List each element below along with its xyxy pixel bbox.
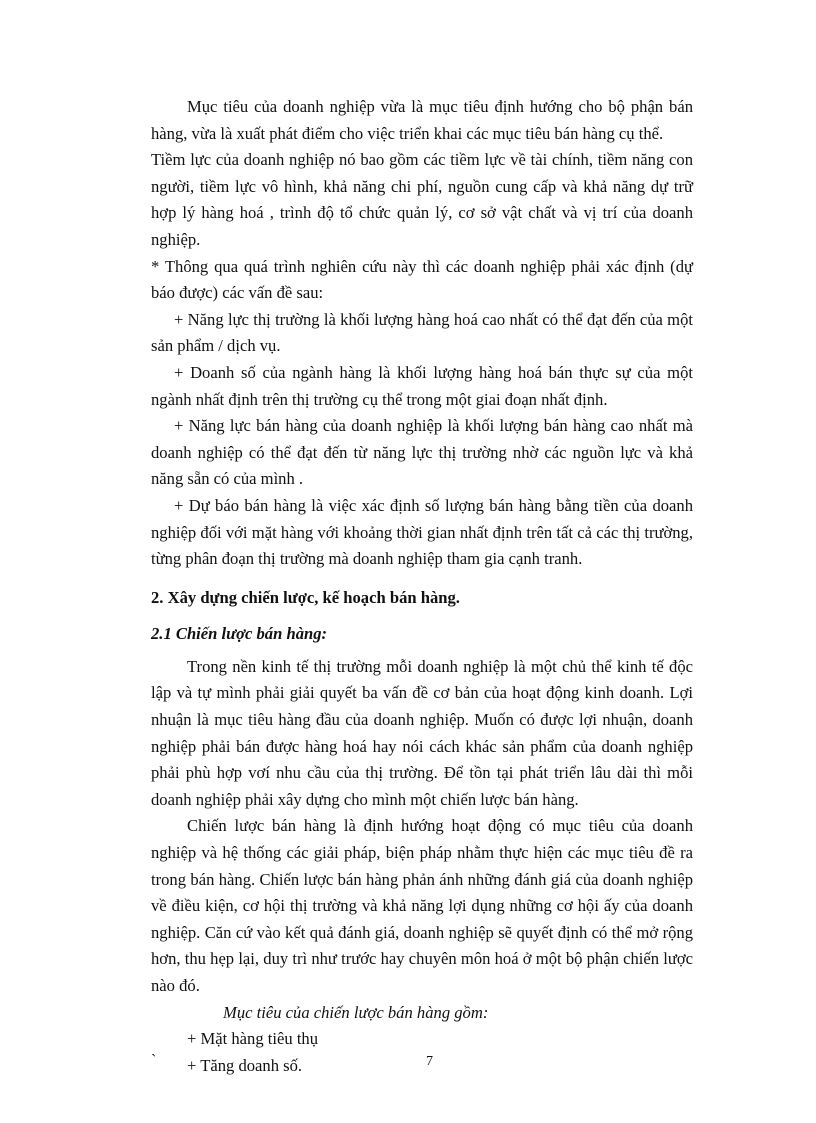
paragraph-business-potential: Tiềm lực của doanh nghiệp nó bao gồm các tiềm lực về tài chính, tiềm năng con người, tiềm lực vô hình, khả năng chi phí, nguồn cung cấp và khả năng dự trữ hợp lý hàng hoá , trình độ tổ chức quản lý, cơ sở vật chất và vị trí của doanh nghiệp. xyxy=(151,150,693,249)
objective-item: + Mặt hàng tiêu thụ xyxy=(187,1029,319,1049)
paragraph-business-objective: Mục tiêu của doanh nghiệp vừa là mục tiêu định hướng cho bộ phận bán hàng, vừa là xuất phát điểm cho việc triển khai các mục tiêu bán hàng cụ thể. xyxy=(151,97,693,143)
bullet-sales-forecast: + Dự báo bán hàng là việc xác định số lượng bán hàng bằng tiền của doanh nghiệp đối với mặt hàng với khoảng thời gian nhất định trên tất cả các thị trường, từng phân đoạn thị trường mà doanh nghiệp tham gia cạnh tranh. xyxy=(151,495,693,569)
page-number: 7 xyxy=(426,1054,433,1069)
bullet-sales-capacity: + Năng lực bán hàng của doanh nghiệp là khối lượng bán hàng cao nhất mà doanh nghiệp có thể đạt đến từ năng lực thị trường nhờ các nguồn lực và khả năng sẵn có của mình . xyxy=(151,416,693,489)
section-heading: 2. Xây dựng chiến lược, kế hoạch bán hàng. xyxy=(151,587,460,607)
paragraph-sales-strategy: Chiến lược bán hàng là định hướng hoạt động có mục tiêu của doanh nghiệp và hệ thống các giải pháp, biện pháp nhằm thực hiện các mục tiêu đề ra trong bán hàng. Chiến lược bán hàng phản ánh những đánh giá của doanh nghiệp về điều kiện, cơ hội thị trường và khả năng lợi dụng những cơ hội ấy của doanh nghiệp. Căn cứ vào kết quả đánh giá, doanh nghiệp sẽ quyết định có thể mở rộng hơn, thu hẹp lại, duy trì như trước hay chuyên môn hoá ở một bộ phận chiến lược nào đó. xyxy=(151,816,693,995)
bullet-industry-sales: + Doanh số của ngành hàng là khối lượng hàng hoá bán thực sự của một ngành nhất định trên thị trường cụ thể trong một giai đoạn nhất định. xyxy=(151,362,693,409)
objective-item: + Tăng doanh số. xyxy=(187,1055,303,1075)
bullet-market-capacity: + Năng lực thị trường là khối lượng hàng hoá cao nhất có thể đạt đến của một sản phẩm / dịch vụ. xyxy=(151,309,693,356)
subsection-heading: 2.1 Chiến lược bán hàng: xyxy=(151,624,328,644)
paragraph-market-economy: Trong nền kinh tế thị trường mỗi doanh nghiệp là một chủ thể kinh tế độc lập và tự mình phải giải quyết ba vấn đề cơ bản của hoạt động kinh doanh. Lợi nhuận là mục tiêu hàng đầu của doanh nghiệp. Muốn có được lợi nhuận, doanh nghiệp phải bán được hàng hoá hay nói cách khác sản phẩm của doanh nghiệp phải phù hợp vơí nhu cầu của thị trường. Để tồn tại phát triển lâu dài thì mỗi doanh nghiệp phải xây dựng cho mình một chiến lược bán hàng. xyxy=(151,656,693,809)
page-content xyxy=(151,94,693,1079)
objectives-intro: Mục tiêu của chiến lược bán hàng gồm: xyxy=(223,1002,489,1022)
footer-mark: ` xyxy=(151,1052,157,1069)
paragraph-research-note: * Thông qua quá trình nghiên cứu này thì các doanh nghiệp phải xác định (dự báo được) các vấn đề sau: xyxy=(151,256,693,303)
